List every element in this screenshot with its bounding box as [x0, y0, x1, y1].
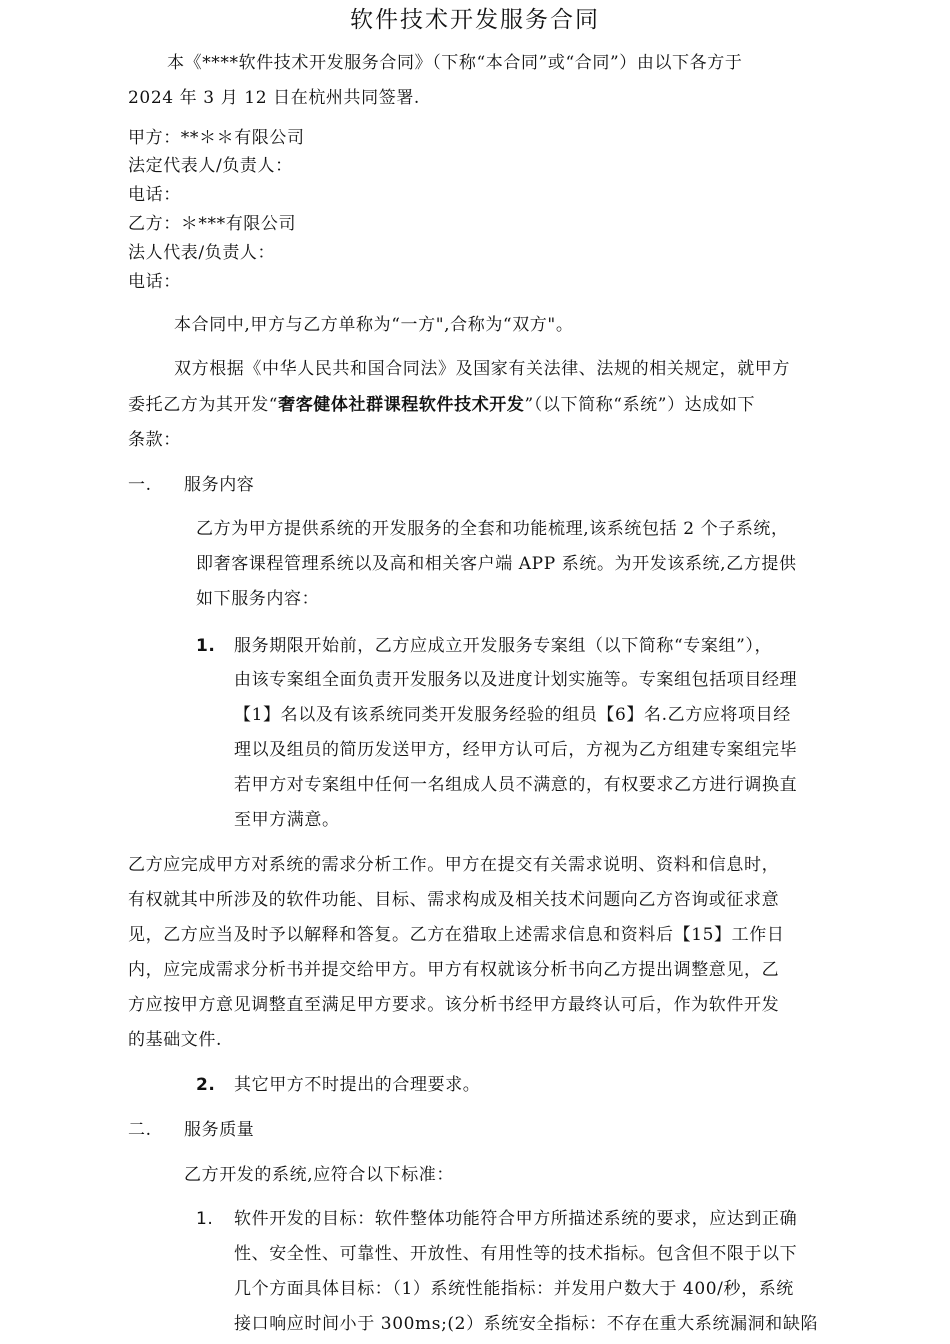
- section-1-para-line-3: 如下服务内容：: [196, 589, 320, 609]
- intro-line-1: 本《****软件技术开发服务合同》（下称“本合同”或“合同”）由以下各方于: [167, 53, 743, 73]
- naming-clause: 本合同中,甲方与乙方单称为“一方",合称为“双方"。: [174, 315, 574, 335]
- section-1-heading: 服务内容: [184, 475, 255, 495]
- party-a-phone: 电话：: [128, 185, 181, 205]
- section-1-para-line-1: 乙方为甲方提供系统的开发服务的全套和功能梳理,该系统包括 2 个子系统，: [196, 519, 789, 539]
- section-2-item-1-number: 1.: [196, 1209, 214, 1229]
- section-1-item-1-line-4: 理以及组员的简历发送甲方，经甲方认可后，方视为乙方组建专案组完毕: [234, 740, 798, 760]
- section-2-item-1-line-4: 接口响应时间小于 300ms;(2）系统安全指标：不存在重大系统漏洞和缺陷: [234, 1314, 819, 1334]
- party-a-representative: 法定代表人/负责人：: [128, 156, 293, 176]
- analysis-line-4: 内，应完成需求分析书并提交给甲方。甲方有权就该分析书向乙方提出调整意见，乙: [128, 960, 780, 980]
- basis-line-2-before: 委托乙方为其开发“: [128, 395, 279, 415]
- section-1-item-1-line-5: 若甲方对专案组中任何一名组成人员不满意的，有权要求乙方进行调换直: [234, 775, 798, 795]
- analysis-line-3: 见，乙方应当及时予以解释和答复。乙方在猎取上述需求信息和资料后【15】工作日: [128, 925, 785, 945]
- section-1-item-1-number: 1.: [196, 636, 216, 656]
- intro-line-2: 2024 年 3 月 12 日在杭州共同签署.: [128, 88, 420, 108]
- section-2-item-1-line-2: 性、安全性、可靠性、开放性、有用性等的技术指标。包含但不限于以下: [234, 1244, 798, 1264]
- section-1-item-2-number: 2.: [196, 1075, 216, 1095]
- party-b-phone: 电话：: [128, 272, 181, 292]
- document-title: 软件技术开发服务合同: [350, 7, 600, 33]
- party-b-representative: 法人代表/负责人：: [128, 243, 276, 263]
- section-1-number: 一.: [128, 475, 152, 495]
- basis-line-3: 条款：: [128, 430, 181, 450]
- basis-line-1: 双方根据《中华人民共和国合同法》及国家有关法律、法规的相关规定，就甲方: [174, 359, 790, 379]
- basis-line-2-after: ”（以下简称“系统”）达成如下: [524, 395, 756, 415]
- section-2-intro: 乙方开发的系统,应符合以下标准：: [184, 1165, 455, 1185]
- section-1-item-2-text: 其它甲方不时提出的合理要求。: [234, 1075, 481, 1095]
- section-1-item-1-line-2: 由该专案组全面负责开发服务以及进度计划实施等。专案组包括项目经理: [234, 670, 798, 690]
- analysis-line-2: 有权就其中所涉及的软件功能、目标、需求构成及相关技术问题向乙方咨询或征求意: [128, 890, 780, 910]
- analysis-line-1: 乙方应完成甲方对系统的需求分析工作。甲方在提交有关需求说明、资料和信息时，: [128, 855, 780, 875]
- analysis-line-6: 的基础文件.: [128, 1030, 223, 1050]
- section-1-item-1-line-1: 服务期限开始前，乙方应成立开发服务专案组（以下简称“专案组”），: [234, 636, 773, 656]
- section-2-heading: 服务质量: [184, 1120, 255, 1140]
- section-1-item-1-line-6: 至甲方满意。: [234, 810, 340, 830]
- section-2-item-1-line-3: 几个方面具体目标：（1）系统性能指标：并发用户数大于 400/秒，系统: [234, 1279, 794, 1299]
- analysis-line-5: 方应按甲方意见调整直至满足甲方要求。该分析书经甲方最终认可后，作为软件开发: [128, 995, 780, 1015]
- section-2-number: 二.: [128, 1120, 152, 1140]
- section-1-item-1-line-3: 【1】名以及有该系统同类开发服务经验的组员【6】名.乙方应将项目经: [234, 705, 791, 725]
- party-a-name: 甲方：**＊＊有限公司: [128, 128, 305, 148]
- party-b-name: 乙方：＊***有限公司: [128, 214, 297, 234]
- section-1-para-line-2: 即奢客课程管理系统以及高和相关客户端 APP 系统。为开发该系统,乙方提供: [196, 554, 797, 574]
- section-2-item-1-line-1: 软件开发的目标：软件整体功能符合甲方所描述系统的要求，应达到正确: [234, 1209, 798, 1229]
- basis-line-2: [128, 390, 755, 420]
- project-name: 奢客健体社群课程软件技术开发: [278, 395, 525, 415]
